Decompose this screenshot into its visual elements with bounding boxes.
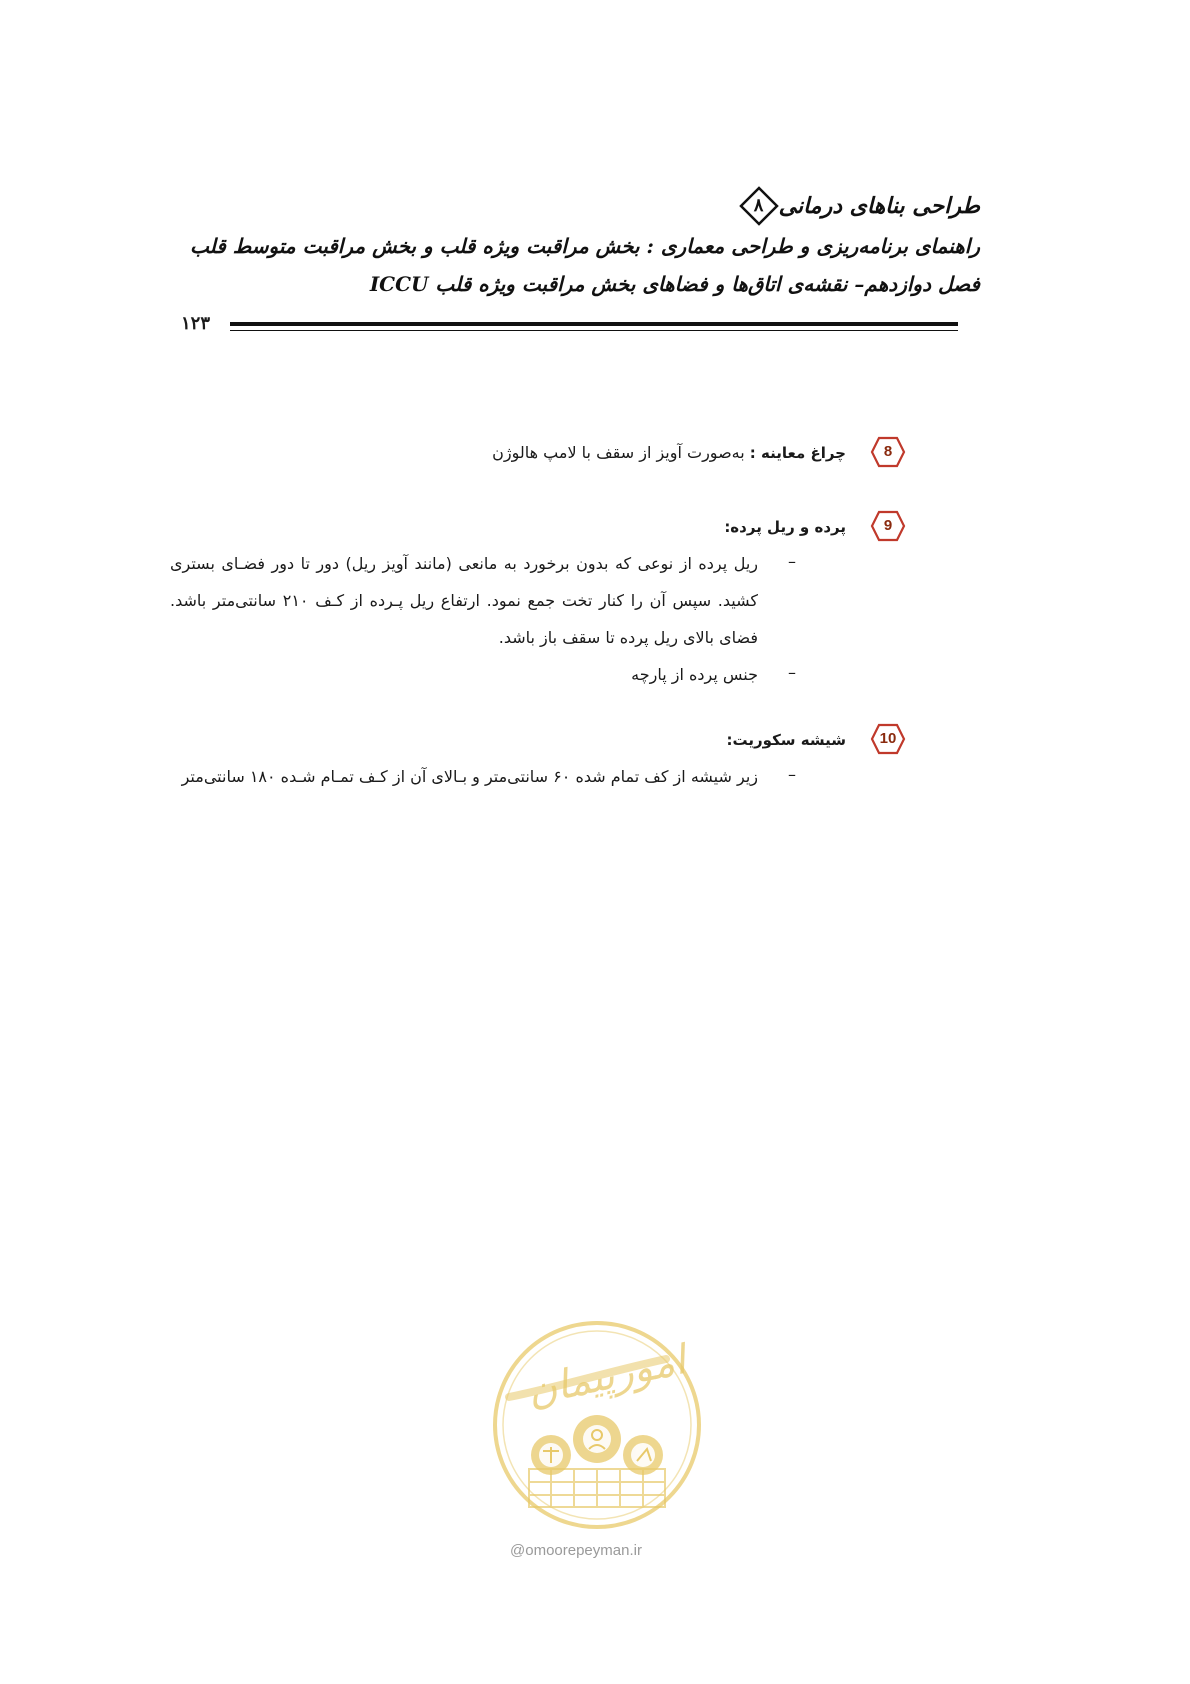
book-subtitle: راهنمای برنامه‌ریزی و طراحی معماری : بخش مراقبت ویژه قلب و بخش مراقبت متوسط قلب bbox=[190, 234, 980, 258]
section-9-line bbox=[724, 517, 846, 536]
section-title: پرده و ریل پرده: bbox=[724, 518, 846, 536]
section-10-line bbox=[727, 730, 846, 749]
section-title: شیشه سکوریت: bbox=[726, 731, 846, 749]
series-number: ۸ bbox=[753, 195, 764, 216]
list-bullet: – bbox=[788, 663, 796, 682]
section-number: 8 bbox=[883, 443, 893, 460]
section-8-line bbox=[492, 443, 846, 462]
section-number-badge bbox=[870, 723, 906, 755]
list-item: ریل پرده از نوعی که بدون برخورد به مانعی (مانند آویز ریل) دور تا دور فضـای بستری کشید. سپس آن را کنار تخت جمع نمود. ارتفاع ریل پـرده از کـف ۲۱۰ سانتی‌متر باشد. فضای بالای ریل پرده تا سقف باز باشد. bbox=[170, 554, 759, 647]
list-bullet: – bbox=[788, 765, 796, 784]
header-rule bbox=[230, 322, 958, 326]
watermark-logo bbox=[491, 1319, 703, 1531]
header-rule-thin bbox=[230, 330, 958, 331]
section-title: چراغ معاینه : bbox=[749, 444, 846, 462]
section-number-badge bbox=[870, 436, 906, 468]
series-number-badge bbox=[739, 186, 779, 226]
series-title-line bbox=[737, 186, 980, 226]
list-item: زیر شیشه از کف تمام شده ۶۰ سانتی‌متر و بـالای آن از کـف تمـام شـده ۱۸۰ سانتی‌متر bbox=[181, 767, 758, 786]
watermark-url: @omoorepeyman.ir bbox=[510, 1542, 642, 1559]
list-item: جنس پرده از پارچه bbox=[631, 665, 758, 684]
svg-text:امورپیمان: امورپیمان bbox=[523, 1337, 690, 1416]
section-number: 10 bbox=[879, 730, 897, 747]
page-number: ۱۲۳ bbox=[181, 313, 211, 334]
section-number: 9 bbox=[883, 517, 893, 534]
section-number-badge bbox=[870, 510, 906, 542]
list-bullet: – bbox=[788, 552, 796, 571]
series-title: طراحی بناهای درمانی bbox=[778, 193, 980, 219]
section-inline-text: به‌صورت آویز از سقف با لامپ هالوژن bbox=[492, 443, 745, 462]
chapter-title: فصل دوازدهم– نقشه‌ی اتاق‌ها و فضاهای بخش مراقبت ویژه قلب ICCU bbox=[369, 272, 980, 296]
